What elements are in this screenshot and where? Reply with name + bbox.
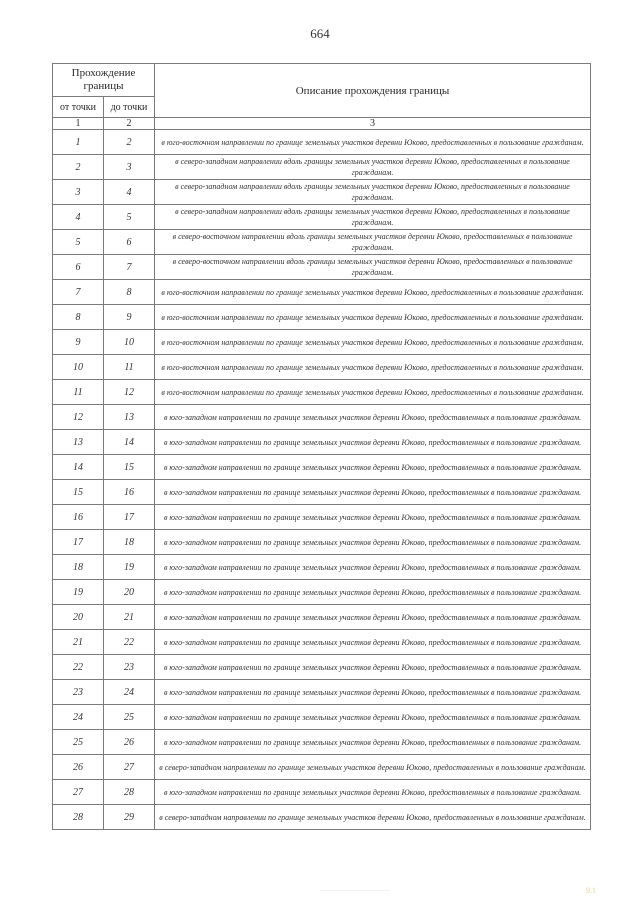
from-point-cell: 4 — [53, 205, 104, 230]
description-cell: в северо-восточном направлении вдоль границы земельных участков деревни Юково, предоставленных в пользование гражданам. — [155, 230, 591, 255]
table-row — [53, 280, 591, 305]
description-cell: в юго-западном направлении по границе земельных участков деревни Юково, предоставленных в пользование гражданам. — [155, 480, 591, 505]
description-cell: в юго-западном направлении по границе земельных участков деревни Юково, предоставленных в пользование гражданам. — [155, 505, 591, 530]
to-point-cell: 4 — [104, 180, 155, 205]
to-point-cell: 28 — [104, 780, 155, 805]
table-row — [53, 505, 591, 530]
description-cell: в юго-западном направлении по границе земельных участков деревни Юково, предоставленных в пользование гражданам. — [155, 455, 591, 480]
to-point-cell: 29 — [104, 805, 155, 830]
from-point-cell: 8 — [53, 305, 104, 330]
from-point-cell: 20 — [53, 605, 104, 630]
page-number: 664 — [310, 26, 330, 41]
description-cell: в юго-западном направлении по границе земельных участков деревни Юково, предоставленных в пользование гражданам. — [155, 655, 591, 680]
description-cell: в северо-восточном направлении вдоль границы земельных участков деревни Юково, предоставленных в пользование гражданам. — [155, 255, 591, 280]
description-cell: в юго-западном направлении по границе земельных участков деревни Юково, предоставленных в пользование гражданам. — [155, 530, 591, 555]
description-cell: в юго-западном направлении по границе земельных участков деревни Юково, предоставленных в пользование гражданам. — [155, 630, 591, 655]
table-row — [53, 530, 591, 555]
to-point-cell: 25 — [104, 705, 155, 730]
from-point-header: от точки — [53, 97, 104, 118]
to-point-cell: 6 — [104, 230, 155, 255]
table-row — [53, 780, 591, 805]
from-point-cell: 25 — [53, 730, 104, 755]
description-cell: в юго-восточном направлении по границе земельных участков деревни Юково, предоставленных в пользование гражданам. — [155, 130, 591, 155]
table-body — [53, 130, 591, 830]
from-point-cell: 2 — [53, 155, 104, 180]
table-row — [53, 455, 591, 480]
description-cell: в юго-восточном направлении по границе земельных участков деревни Юково, предоставленных в пользование гражданам. — [155, 305, 591, 330]
to-point-cell: 15 — [104, 455, 155, 480]
from-point-cell: 26 — [53, 755, 104, 780]
table-row — [53, 130, 591, 155]
from-point-cell: 7 — [53, 280, 104, 305]
description-cell: в юго-западном направлении по границе земельных участков деревни Юково, предоставленных в пользование гражданам. — [155, 605, 591, 630]
from-point-cell: 9 — [53, 330, 104, 355]
table-row — [53, 705, 591, 730]
to-point-cell: 19 — [104, 555, 155, 580]
table-row — [53, 630, 591, 655]
to-point-cell: 21 — [104, 605, 155, 630]
from-point-cell: 11 — [53, 380, 104, 405]
description-cell: в юго-западном направлении по границе земельных участков деревни Юково, предоставленных в пользование гражданам. — [155, 405, 591, 430]
to-point-cell: 7 — [104, 255, 155, 280]
to-point-cell: 24 — [104, 680, 155, 705]
table-row — [53, 605, 591, 630]
from-point-cell: 28 — [53, 805, 104, 830]
to-point-cell: 12 — [104, 380, 155, 405]
to-point-cell: 26 — [104, 730, 155, 755]
column-number-1: 1 — [53, 118, 104, 130]
from-point-cell: 15 — [53, 480, 104, 505]
to-point-cell: 20 — [104, 580, 155, 605]
from-point-cell: 12 — [53, 405, 104, 430]
table-row — [53, 305, 591, 330]
to-point-cell: 14 — [104, 430, 155, 455]
to-point-cell: 18 — [104, 530, 155, 555]
description-cell: в юго-западном направлении по границе земельных участков деревни Юково, предоставленных в пользование гражданам. — [155, 580, 591, 605]
description-cell: в юго-западном направлении по границе земельных участков деревни Юково, предоставленных в пользование гражданам. — [155, 680, 591, 705]
from-point-cell: 22 — [53, 655, 104, 680]
from-point-cell: 10 — [53, 355, 104, 380]
description-cell: в юго-западном направлении по границе земельных участков деревни Юково, предоставленных в пользование гражданам. — [155, 780, 591, 805]
from-point-cell: 27 — [53, 780, 104, 805]
description-cell: в юго-восточном направлении по границе земельных участков деревни Юково, предоставленных в пользование гражданам. — [155, 330, 591, 355]
from-point-cell: 17 — [53, 530, 104, 555]
footer-mark: 9.1 — [586, 886, 596, 895]
from-point-cell: 3 — [53, 180, 104, 205]
table-row — [53, 255, 591, 280]
table-row — [53, 330, 591, 355]
boundary-table — [52, 63, 591, 830]
to-point-cell: 22 — [104, 630, 155, 655]
to-point-cell: 9 — [104, 305, 155, 330]
from-point-cell: 18 — [53, 555, 104, 580]
description-cell: в северо-западном направлении по границе земельных участков деревни Юково, предоставленных в пользование гражданам. — [155, 755, 591, 780]
to-point-cell: 10 — [104, 330, 155, 355]
table-row — [53, 555, 591, 580]
table-row — [53, 755, 591, 780]
from-point-cell: 1 — [53, 130, 104, 155]
from-point-cell: 6 — [53, 255, 104, 280]
table-row — [53, 155, 591, 180]
to-point-cell: 3 — [104, 155, 155, 180]
to-point-cell: 11 — [104, 355, 155, 380]
table-row — [53, 380, 591, 405]
description-cell: в юго-западном направлении по границе земельных участков деревни Юково, предоставленных в пользование гражданам. — [155, 555, 591, 580]
description-cell: в юго-восточном направлении по границе земельных участков деревни Юково, предоставленных в пользование гражданам. — [155, 355, 591, 380]
to-point-cell: 8 — [104, 280, 155, 305]
description-cell: в северо-западном направлении вдоль границы земельных участков деревни Юково, предоставленных в пользование гражданам. — [155, 155, 591, 180]
to-point-cell: 2 — [104, 130, 155, 155]
scan-artifact — [320, 890, 390, 891]
table-row — [53, 805, 591, 830]
from-point-cell: 21 — [53, 630, 104, 655]
table-row — [53, 580, 591, 605]
table-row — [53, 355, 591, 380]
column-number-2: 2 — [104, 118, 155, 130]
description-cell: в северо-западном направлении вдоль границы земельных участков деревни Юково, предоставленных в пользование гражданам. — [155, 205, 591, 230]
table-row — [53, 430, 591, 455]
description-cell: в юго-восточном направлении по границе земельных участков деревни Юково, предоставленных в пользование гражданам. — [155, 280, 591, 305]
from-point-cell: 23 — [53, 680, 104, 705]
to-point-cell: 16 — [104, 480, 155, 505]
description-cell: в юго-восточном направлении по границе земельных участков деревни Юково, предоставленных в пользование гражданам. — [155, 380, 591, 405]
to-point-cell: 23 — [104, 655, 155, 680]
table-row — [53, 680, 591, 705]
from-point-cell: 5 — [53, 230, 104, 255]
table-row — [53, 405, 591, 430]
table-row — [53, 230, 591, 255]
description-cell: в северо-западном направлении вдоль границы земельных участков деревни Юково, предоставленных в пользование гражданам. — [155, 180, 591, 205]
to-point-cell: 17 — [104, 505, 155, 530]
from-point-cell: 14 — [53, 455, 104, 480]
from-point-cell: 19 — [53, 580, 104, 605]
table-row — [53, 730, 591, 755]
to-point-cell: 13 — [104, 405, 155, 430]
description-cell: в юго-западном направлении по границе земельных участков деревни Юково, предоставленных в пользование гражданам. — [155, 705, 591, 730]
table-header — [53, 64, 591, 130]
description-header: Описание прохождения границы — [155, 64, 591, 118]
column-number-3: 3 — [155, 118, 591, 130]
table-row — [53, 205, 591, 230]
to-point-cell: 27 — [104, 755, 155, 780]
table-row — [53, 655, 591, 680]
table-row — [53, 180, 591, 205]
from-point-cell: 13 — [53, 430, 104, 455]
description-cell: в юго-западном направлении по границе земельных участков деревни Юково, предоставленных в пользование гражданам. — [155, 730, 591, 755]
from-point-cell: 24 — [53, 705, 104, 730]
from-point-cell: 16 — [53, 505, 104, 530]
boundary-passage-header: Прохождение границы — [53, 64, 155, 97]
table-row — [53, 480, 591, 505]
description-cell: в северо-западном направлении по границе земельных участков деревни Юково, предоставленных в пользование гражданам. — [155, 805, 591, 830]
description-cell: в юго-западном направлении по границе земельных участков деревни Юково, предоставленных в пользование гражданам. — [155, 430, 591, 455]
to-point-header: до точки — [104, 97, 155, 118]
to-point-cell: 5 — [104, 205, 155, 230]
